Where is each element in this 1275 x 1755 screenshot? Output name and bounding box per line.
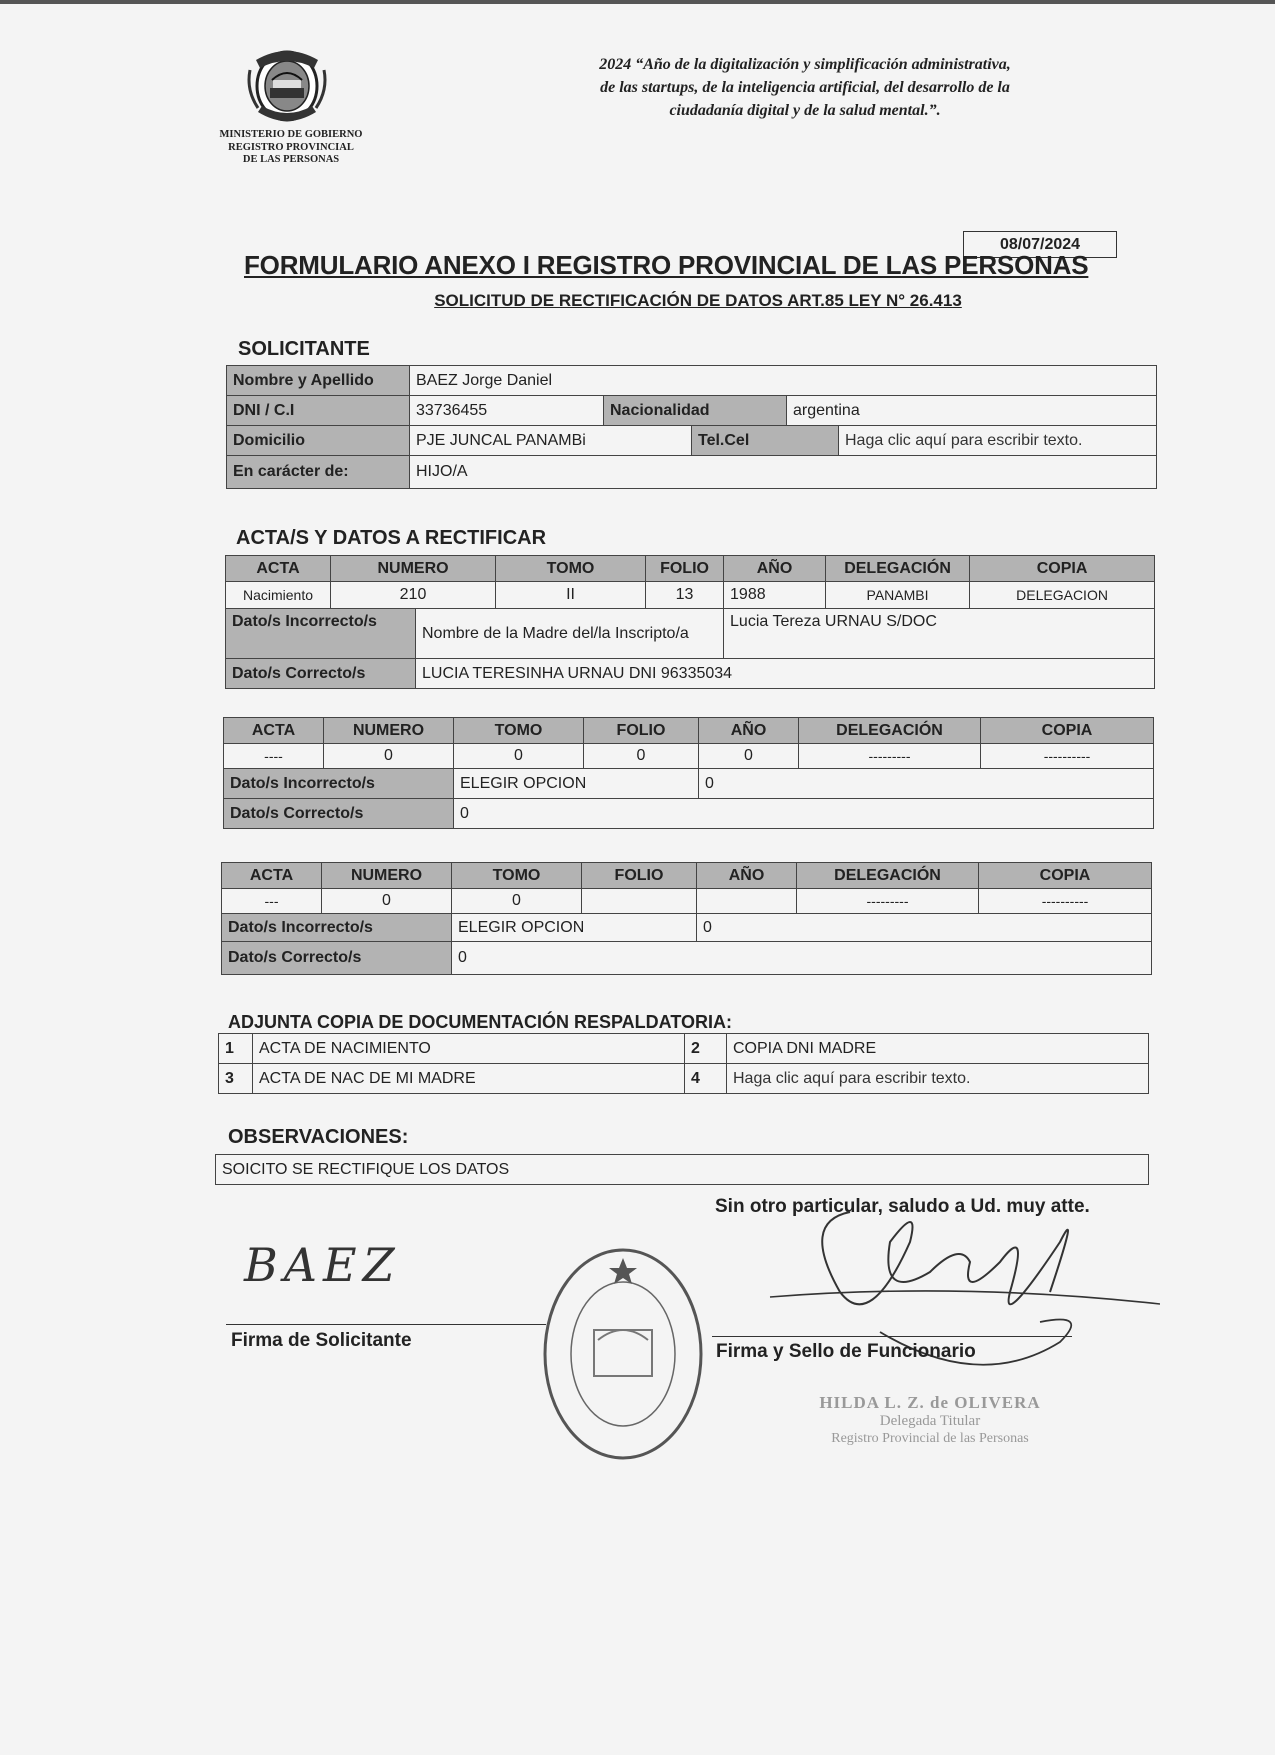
numero-value[interactable]: 0 xyxy=(322,889,452,914)
col-header-copia: COPIA xyxy=(979,863,1152,889)
col-header-anio: AÑO xyxy=(724,556,826,582)
numero-value[interactable]: 0 xyxy=(324,744,454,769)
correct-value[interactable]: LUCIA TERESINHA URNAU DNI 96335034 xyxy=(416,659,1155,689)
col-header-tomo: TOMO xyxy=(496,556,646,582)
section-title-adjunta: ADJUNTA COPIA DE DOCUMENTACIÓN RESPALDATORIA: xyxy=(228,1012,732,1032)
col-header-folio: FOLIO xyxy=(584,718,699,744)
acta-value[interactable]: Nacimiento xyxy=(226,582,331,609)
firma-funcionario-label: Firma y Sello de Funcionario xyxy=(716,1341,976,1362)
col-header-numero: NUMERO xyxy=(322,863,452,889)
acta-block-1 xyxy=(225,555,1155,689)
acta-value[interactable]: ---- xyxy=(224,744,324,769)
signature-line-solicitante xyxy=(226,1324,546,1325)
folio-value[interactable] xyxy=(582,889,697,914)
motto-line-1: 2024 “Año de la digitalización y simplificación administrativa, xyxy=(599,56,1011,73)
delegacion-value[interactable]: PANAMBI xyxy=(826,582,970,609)
stamp-office: Registro Provincial de las Personas xyxy=(831,1431,1029,1446)
incorrect-value[interactable]: Lucia Tereza URNAU S/DOC xyxy=(724,609,1155,659)
col-header-copia: COPIA xyxy=(970,556,1155,582)
nombre-value[interactable]: BAEZ Jorge Daniel xyxy=(410,366,1157,396)
col-header-acta: ACTA xyxy=(222,863,322,889)
firma-solicitante-label: Firma de Solicitante xyxy=(231,1330,412,1351)
tomo-value[interactable]: 0 xyxy=(454,744,584,769)
acta-value[interactable]: --- xyxy=(222,889,322,914)
form-subtitle: SOLICITUD DE RECTIFICACIÓN DE DATOS ART.85 LEY N° 26.413 xyxy=(434,291,962,310)
adjunta-num-2: 2 xyxy=(685,1034,727,1064)
acta-block-2 xyxy=(223,717,1154,829)
incorrect-field[interactable]: Nombre de la Madre del/la Inscripto/a xyxy=(416,609,724,659)
nacionalidad-label: Nacionalidad xyxy=(604,396,787,426)
col-header-numero: NUMERO xyxy=(331,556,496,582)
col-header-tomo: TOMO xyxy=(452,863,582,889)
adjunta-item-3[interactable]: ACTA DE NAC DE MI MADRE xyxy=(253,1064,685,1094)
motto-line-3: ciudadanía digital y de la salud mental.”. xyxy=(669,102,941,119)
official-round-stamp-icon xyxy=(534,1240,712,1468)
incorrect-value[interactable]: 0 xyxy=(697,914,1152,942)
adjunta-table xyxy=(218,1033,1149,1094)
section-title-observaciones: OBSERVACIONES: xyxy=(228,1126,409,1148)
year-motto xyxy=(510,53,1100,122)
provincial-emblem-icon xyxy=(244,40,330,126)
form-title: FORMULARIO ANEXO I REGISTRO PROVINCIAL DE LAS PERSONAS xyxy=(244,250,1089,280)
adjunta-num-3: 3 xyxy=(219,1064,253,1094)
col-header-numero: NUMERO xyxy=(324,718,454,744)
anio-value[interactable]: 1988 xyxy=(724,582,826,609)
domicilio-value[interactable]: PJE JUNCAL PANAMBi xyxy=(410,426,692,456)
stamp-name: HILDA L. Z. de OLIVERA xyxy=(819,1393,1041,1412)
delegacion-value[interactable]: --------- xyxy=(799,744,981,769)
handwritten-surname: BAEZ xyxy=(244,1238,401,1292)
col-header-acta: ACTA xyxy=(226,556,331,582)
ministry-line-2: REGISTRO PROVINCIAL xyxy=(228,141,354,153)
folio-value[interactable]: 0 xyxy=(584,744,699,769)
tomo-value[interactable]: II xyxy=(496,582,646,609)
correct-value[interactable]: 0 xyxy=(452,942,1152,975)
ministry-name xyxy=(206,129,376,167)
incorrect-label: Dato/s Incorrecto/s xyxy=(224,769,454,799)
observaciones-table xyxy=(215,1154,1149,1185)
copia-value[interactable]: ---------- xyxy=(979,889,1152,914)
copia-value[interactable]: DELEGACION xyxy=(970,582,1155,609)
nacionalidad-value[interactable]: argentina xyxy=(787,396,1157,426)
col-header-anio: AÑO xyxy=(697,863,797,889)
nombre-label: Nombre y Apellido xyxy=(227,366,410,396)
stamp-role: Delegada Titular xyxy=(879,1413,981,1429)
col-header-folio: FOLIO xyxy=(646,556,724,582)
col-header-delegacion: DELEGACIÓN xyxy=(826,556,970,582)
ministry-line-3: DE LAS PERSONAS xyxy=(242,154,340,165)
domicilio-label: Domicilio xyxy=(227,426,410,456)
anio-value[interactable] xyxy=(697,889,797,914)
funcionario-stamp xyxy=(780,1394,1080,1448)
telcel-label: Tel.Cel xyxy=(692,426,839,456)
solicitante-table xyxy=(226,365,1157,489)
telcel-value[interactable]: Haga clic aquí para escribir texto. xyxy=(839,426,1157,456)
closing-text: Sin otro particular, saludo a Ud. muy atte. xyxy=(715,1196,1090,1217)
form-date: 08/07/2024 xyxy=(963,231,1117,258)
adjunta-item-4[interactable]: Haga clic aquí para escribir texto. xyxy=(727,1064,1149,1094)
correct-value[interactable]: 0 xyxy=(454,799,1154,829)
caracter-value[interactable]: HIJO/A xyxy=(410,456,1157,489)
incorrect-label: Dato/s Incorrecto/s xyxy=(226,609,416,659)
incorrect-value[interactable]: 0 xyxy=(699,769,1154,799)
incorrect-field[interactable]: ELEGIR OPCION xyxy=(452,914,697,942)
col-header-folio: FOLIO xyxy=(582,863,697,889)
incorrect-field[interactable]: ELEGIR OPCION xyxy=(454,769,699,799)
col-header-delegacion: DELEGACIÓN xyxy=(799,718,981,744)
col-header-delegacion: DELEGACIÓN xyxy=(797,863,979,889)
col-header-anio: AÑO xyxy=(699,718,799,744)
adjunta-item-2[interactable]: COPIA DNI MADRE xyxy=(727,1034,1149,1064)
numero-value[interactable]: 210 xyxy=(331,582,496,609)
col-header-copia: COPIA xyxy=(981,718,1154,744)
tomo-value[interactable]: 0 xyxy=(452,889,582,914)
col-header-tomo: TOMO xyxy=(454,718,584,744)
motto-line-2: de las startups, de la inteligencia artificial, del desarrollo de la xyxy=(600,79,1010,96)
caracter-label: En carácter de: xyxy=(227,456,410,489)
scan-top-edge xyxy=(0,0,1275,4)
correct-label: Dato/s Correcto/s xyxy=(224,799,454,829)
folio-value[interactable]: 13 xyxy=(646,582,724,609)
copia-value[interactable]: ---------- xyxy=(981,744,1154,769)
section-title-actas: ACTA/S Y DATOS A RECTIFICAR xyxy=(236,527,547,549)
adjunta-num-1: 1 xyxy=(219,1034,253,1064)
dni-label: DNI / C.I xyxy=(227,396,410,426)
correct-label: Dato/s Correcto/s xyxy=(226,659,416,689)
dni-value[interactable]: 33736455 xyxy=(410,396,604,426)
section-title-solicitante: SOLICITANTE xyxy=(238,338,370,360)
col-header-acta: ACTA xyxy=(224,718,324,744)
delegacion-value[interactable]: --------- xyxy=(797,889,979,914)
adjunta-num-4: 4 xyxy=(685,1064,727,1094)
incorrect-label: Dato/s Incorrecto/s xyxy=(222,914,452,942)
correct-label: Dato/s Correcto/s xyxy=(222,942,452,975)
observaciones-value[interactable]: SOICITO SE RECTIFIQUE LOS DATOS xyxy=(216,1155,1149,1185)
ministry-line-1: MINISTERIO DE GOBIERNO xyxy=(219,129,363,140)
signature-line-funcionario xyxy=(712,1336,1072,1337)
anio-value[interactable]: 0 xyxy=(699,744,799,769)
adjunta-item-1[interactable]: ACTA DE NACIMIENTO xyxy=(253,1034,685,1064)
acta-block-3 xyxy=(221,862,1152,975)
